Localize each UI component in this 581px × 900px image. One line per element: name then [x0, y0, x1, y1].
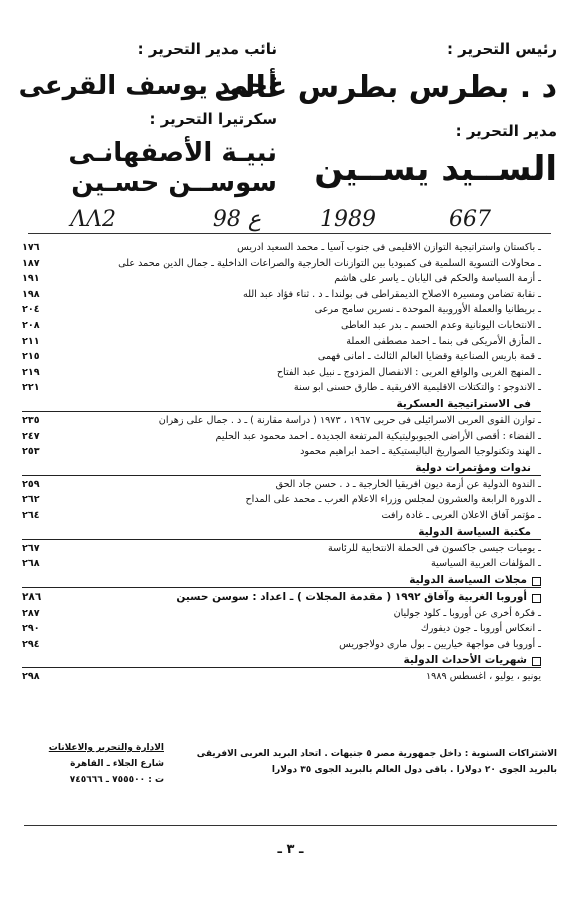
toc-entry-title: ـ توازن القوى العربى الاسرائيلى فى حربى ١٩٦٧ ، ١٩٧٣ ( دراسة مقارنة ) ـ د . جمال على زهران [158, 414, 541, 426]
toc-entry-title: ـ أوروبا فى مواجهة خياريين ـ بول مارى دولاجوريس [339, 638, 541, 650]
toc-entry-page: ١٨٧ [22, 257, 40, 269]
toc-entry-page: ٢٥٩ [22, 478, 40, 490]
editor-in-chief-label: رئيس التحرير : [446, 40, 557, 58]
toc-entry [22, 492, 541, 508]
footer-divider [24, 825, 557, 826]
toc-entry [22, 556, 541, 572]
handwritten-issue: ع 98 [212, 207, 261, 232]
toc-entry-title: ـ قمة باريس الصناعية وقضايا العالم الثالث ـ امانى فهمى [317, 351, 541, 363]
toc-entry-page: ٢٢١ [22, 382, 40, 394]
administration-phone: ت : ٧٥٥٥٠٠ ـ ٧٤٥٦٦٦ [69, 775, 164, 785]
toc-entry [22, 380, 541, 396]
toc-entry-title: ـ يوميات جيسى جاكسون فى الحملة الانتخابية للرئاسة [327, 542, 541, 554]
toc-entry-title: ـ نقابة تضامن ومسيرة الاصلاح الديمقراطى فى بولندا ـ د . ثناء فؤاد عبد الله [242, 288, 541, 300]
toc-entry-title: ـ مؤتمر آفاق الاعلان العربى ـ غادة رافت [381, 509, 541, 521]
toc-entry-title: ـ المنهج الغربى والواقع العربى : الانفصال المزدوج ـ نبيل عبد الفتاح [276, 366, 541, 378]
toc-entry-page: ٢٠٤ [22, 304, 40, 316]
handwritten-number-a: 667 [449, 207, 491, 232]
section-chronicle: شهريات الأحداث الدولية [22, 652, 541, 669]
toc-entry [22, 287, 541, 303]
toc-entry [22, 349, 541, 365]
toc-entry-title: ـ الانتخابات اليونانية وعدم الحسم ـ بدر عبد العاطى [340, 319, 541, 331]
section-journals: مجلات السياسة الدولية [22, 572, 541, 589]
deputy-editor-label: نائب مدير التحرير : [137, 40, 277, 58]
toc-entry-page: ٢٩٤ [22, 638, 40, 650]
toc-entry-title: ـ المأزق الأمريكى فى بنما ـ احمد مصطفى العملة [346, 335, 541, 347]
toc-entry [22, 637, 541, 653]
toc-entry-page: ٢٦٧ [22, 542, 40, 554]
toc-entry-title: ـ انعكاس أوروبا ـ جون ديفورك [420, 623, 541, 635]
square-bullet-icon [532, 657, 541, 666]
deputy-editor-name: أحمد يوسف القرعى [18, 71, 277, 101]
toc-entry-page: ٢٤٧ [22, 430, 40, 442]
toc-entry-title: ـ باكستان واستراتيجية التوازن الاقليمى فى جنوب آسيا ـ محمد السعيد ادريس [237, 242, 541, 253]
square-bullet-icon [532, 594, 541, 603]
toc-entry-title: ـ الندوة الدولية عن أزمة ديون افريقيا الخارجية ـ د . حسن جاد الحق [275, 478, 541, 490]
toc-entry-page: ٢٠٨ [22, 319, 40, 331]
toc-entry-title: ـ الفضاء : أقصى الأراضى الجيوبوليتيكية المرتفعة الجديدة ـ احمد محمود عبد الحليم [215, 430, 541, 442]
toc-entry [22, 271, 541, 287]
section-library: مكتبة السياسة الدولية [22, 524, 541, 541]
handwritten-year: 1989 [320, 207, 376, 232]
toc-entry [22, 621, 541, 637]
toc-entry-title: ـ فكرة أخرى عن أوروبا ـ كلود جوليان [393, 607, 541, 619]
toc-entry [22, 508, 541, 524]
page-number: ـ ٣ ـ [277, 842, 304, 857]
toc-entry [22, 318, 541, 334]
toc-entry [22, 302, 541, 318]
toc-entry-title: ـ بريطانيا والعملة الأوروبية الموحدة ـ نسرين سامح مرعى [314, 304, 541, 316]
section-western-europe: أوروبا الغربية وآفاق ١٩٩٢ ( مقدمة المجلات ) ـ اعداد : سوسن حسين ٢٨٦ [22, 589, 541, 606]
administration-street: شارع الجلاء ـ القاهرة [70, 759, 164, 769]
subscriptions-block [177, 746, 557, 778]
administration-title: الادارة والتحرير والاعلانات [48, 743, 164, 753]
toc-entry [22, 541, 541, 557]
subscriptions-line-1: الاشتراكات السنوية : داخل جمهورية مصر ٥ جنيهات . اتحاد البريد العربى الافريقى [196, 749, 557, 759]
toc-entry-page: ٢٥٣ [22, 446, 40, 458]
toc-entry-title: ـ الهند وتكنولوجيا الصواريخ الباليستيكية ـ احمد ابراهيم محمود [300, 446, 541, 458]
managing-editor-name: الســيد يســين [314, 149, 557, 189]
section-seminars: ندوات ومؤتمرات دولية [22, 460, 541, 477]
toc-entry-page: ٢٦٤ [22, 509, 40, 521]
toc-entry-title: ـ المؤلفات العربية السياسية [430, 558, 541, 570]
editorial-secretaries-label: سكرتيرا التحرير : [149, 110, 277, 128]
toc-entry [22, 365, 541, 381]
editor-in-chief-name: د . بطرس بطرس غالى [213, 70, 557, 105]
toc-entry [22, 606, 541, 622]
administration-block [34, 740, 164, 788]
footer-info [24, 728, 557, 828]
toc-entry [22, 429, 541, 445]
toc-entry-title: ـ أزمة السياسة والحكم فى اليابان ـ ياسر على هاشم [334, 273, 541, 285]
toc-entry-title: ـ الدورة الرابعة والعشرون لمجلس وزراء الاعلام العرب ـ محمد على المداح [245, 494, 541, 506]
toc-entry [22, 334, 541, 350]
toc-entry [22, 477, 541, 493]
toc-entry-page: ١٩١ [22, 273, 40, 285]
handwriting-divider [28, 233, 551, 234]
toc-entry: يونيو ، يوليو ، اغسطس ١٩٨٩ ٢٩٨ [22, 671, 541, 683]
toc-entry [22, 240, 541, 256]
toc-entry-page: ١٧٦ [22, 242, 40, 253]
toc-entry-page: ٢٦٨ [22, 558, 40, 570]
toc-entry-page: ٢٨٧ [22, 607, 40, 619]
subscriptions-line-2: بالبريد الجوى ٢٠ دولارا . باقى دول العالم بالبريد الجوى ٣٥ دولارا [271, 765, 557, 775]
toc-entry-page: ٢١٩ [22, 366, 40, 378]
toc-entry-title: ـ الاندوجو : والتكتلات الاقليمية الافريقية ـ طارق حسنى ابو سنة [293, 382, 541, 394]
section-military-strategy: فى الاستراتيجية العسكرية [22, 396, 541, 413]
toc-entry [22, 256, 541, 272]
toc-entry-page: ٢٦٢ [22, 494, 40, 506]
handwritten-number-d: ΛΛ2 [70, 207, 116, 232]
toc-entry-page: ١٩٨ [22, 288, 40, 300]
table-of-contents [22, 240, 541, 685]
secretary-name-2: سوســن حسـين [71, 168, 277, 198]
secretary-name-1: نبيـة الأصفهانـى [68, 138, 277, 168]
toc-entry [22, 444, 541, 460]
masthead [18, 40, 557, 198]
toc-entry-page: ٢١١ [22, 335, 40, 347]
managing-editor-label: مدير التحرير : [455, 122, 557, 140]
toc-entry-title: ـ محاولات التسوية السلمية فى كمبوديا بين التوازنات الخارجية والصراعات الداخلية ـ جمال الدين محمد على [118, 257, 541, 269]
toc-entry [22, 413, 541, 429]
toc-entry-page: ٢٩٠ [22, 623, 40, 635]
square-bullet-icon [532, 577, 541, 586]
toc-entry-page: ٢١٥ [22, 351, 40, 363]
toc-entry-page: ٢٣٥ [22, 414, 40, 426]
